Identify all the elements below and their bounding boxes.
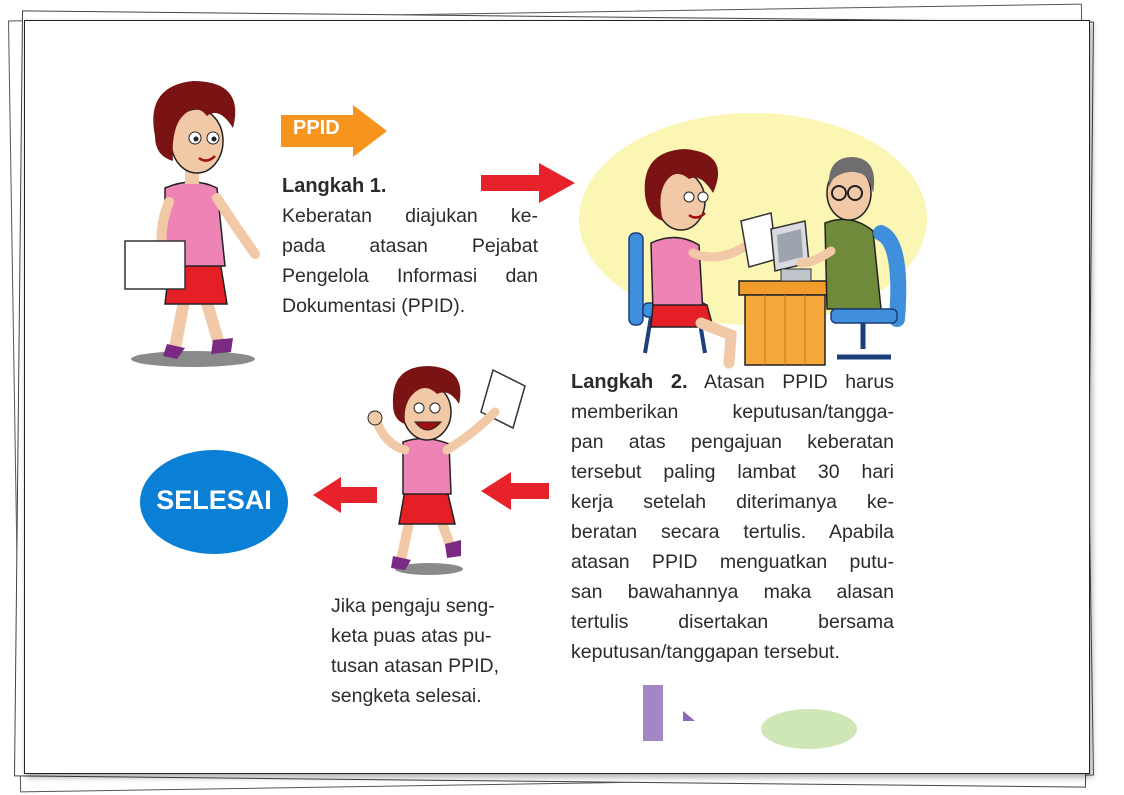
step2-line: san bawahannya maka alasan (571, 581, 894, 603)
step2-paragraph (571, 367, 894, 667)
step2-line: tertulis disertakan bersama (571, 611, 894, 633)
result-line: sengketa selesai. (331, 685, 482, 707)
step1-paragraph (282, 201, 538, 321)
ppid-badge-label: PPID (293, 117, 340, 139)
step2-line: keputusan/tanggapan tersebut. (571, 641, 840, 663)
step2-first-line-rest: Atasan PPID harus (687, 371, 894, 393)
right-arrow-icon (481, 163, 577, 203)
step2-line: beratan secara tertulis. Apabila (571, 521, 894, 543)
woman-walking-icon (115, 76, 265, 376)
step1-line: pada atasan Pejabat (282, 235, 538, 257)
selesai-label: SELESAI (156, 485, 272, 515)
step1-line: Pengelola Informasi dan (282, 265, 538, 287)
step2-line: atasan PPID menguatkan putu- (571, 551, 894, 573)
step1-heading: Langkah 1. (282, 175, 387, 197)
step2-line: kerja setelah diterimanya ke- (571, 491, 894, 513)
left-arrow-icon (481, 472, 549, 510)
partial-next-illustration (639, 681, 869, 741)
result-paragraph (331, 591, 531, 711)
result-line: tusan atasan PPID, (331, 655, 500, 677)
step2-line: memberikan keputusan/tangga- (571, 401, 894, 423)
step1-line: Keberatan diajukan ke- (282, 205, 538, 227)
step2-heading: Langkah 2. (571, 371, 688, 393)
step2-first-line (571, 367, 894, 397)
step2-line: pan atas pengajuan keberatan (571, 431, 894, 453)
left-arrow-icon (313, 477, 377, 513)
infographic-sheet (24, 20, 1090, 774)
step2-line: tersebut paling lambat 30 hari (571, 461, 894, 483)
result-line: keta puas atas pu- (331, 625, 492, 647)
result-line: Jika pengaju seng- (331, 595, 495, 617)
office-meeting-icon (581, 113, 931, 363)
step1-line: Dokumentasi (PPID). (282, 295, 466, 317)
